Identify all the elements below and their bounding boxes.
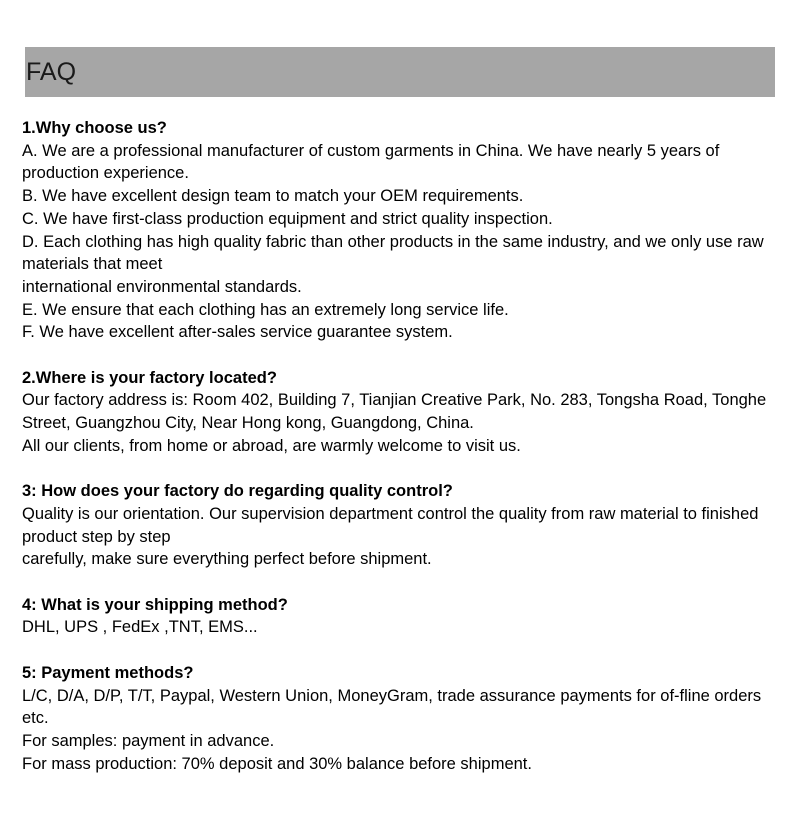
faq-answer-line: Our factory address is: Room 402, Building 7, Tianjian Creative Park, No. 283, Tongsha Road, Tonghe Street, Guangzhou City, Near Hong kong, Guangdong, China. xyxy=(22,391,767,433)
faq-question: 1.Why choose us? xyxy=(22,119,167,137)
faq-answer-line: F. We have excellent after-sales service guarantee system. xyxy=(22,323,453,342)
page-title: FAQ xyxy=(26,58,77,86)
faq-question: 3: How does your factory do regarding quality control? xyxy=(22,482,453,501)
faq-section-why-choose-us xyxy=(22,117,782,344)
faq-answer-line: international environmental standards. xyxy=(22,277,302,296)
faq-answer-line: A. We are a professional manufacturer of custom garments in China. We have nearly 5 years of production experience. xyxy=(22,141,720,183)
faq-answer-line: DHL, UPS , FedEx ,TNT, EMS... xyxy=(22,618,258,637)
faq-answer-line: C. We have first-class production equipment and strict quality inspection. xyxy=(22,209,553,228)
faq-answer-line: E. We ensure that each clothing has an extremely long service life. xyxy=(22,300,509,319)
faq-question: 5: Payment methods? xyxy=(22,663,194,682)
faq-answer-line: B. We have excellent design team to match your OEM requirements. xyxy=(22,187,524,206)
faq-answer-line: For samples: payment in advance. xyxy=(22,731,275,750)
faq-answer-line: For mass production: 70% deposit and 30% balance before shipment. xyxy=(22,754,532,773)
faq-section-quality-control xyxy=(22,480,782,571)
faq-question: 2.Where is your factory located? xyxy=(22,368,277,387)
faq-question: 4: What is your shipping method? xyxy=(22,595,288,614)
faq-answer-line: D. Each clothing has high quality fabric than other products in the same industry, and we only use raw materials that meet xyxy=(22,232,764,274)
faq-answer-line: Quality is our orientation. Our supervision department control the quality from raw material to finished product step by step xyxy=(22,504,759,546)
faq-header-bar xyxy=(25,47,775,97)
faq-answer-line: carefully, make sure everything perfect before shipment. xyxy=(22,550,432,569)
faq-section-shipping-method xyxy=(22,594,782,639)
faq-content xyxy=(22,117,782,798)
faq-section-payment-methods xyxy=(22,662,782,776)
faq-answer-line: All our clients, from home or abroad, are warmly welcome to visit us. xyxy=(22,436,521,455)
faq-section-factory-location xyxy=(22,367,782,458)
faq-answer-line: L/C, D/A, D/P, T/T, Paypal, Western Union, MoneyGram, trade assurance payments for of-fline orders etc. xyxy=(22,686,762,728)
